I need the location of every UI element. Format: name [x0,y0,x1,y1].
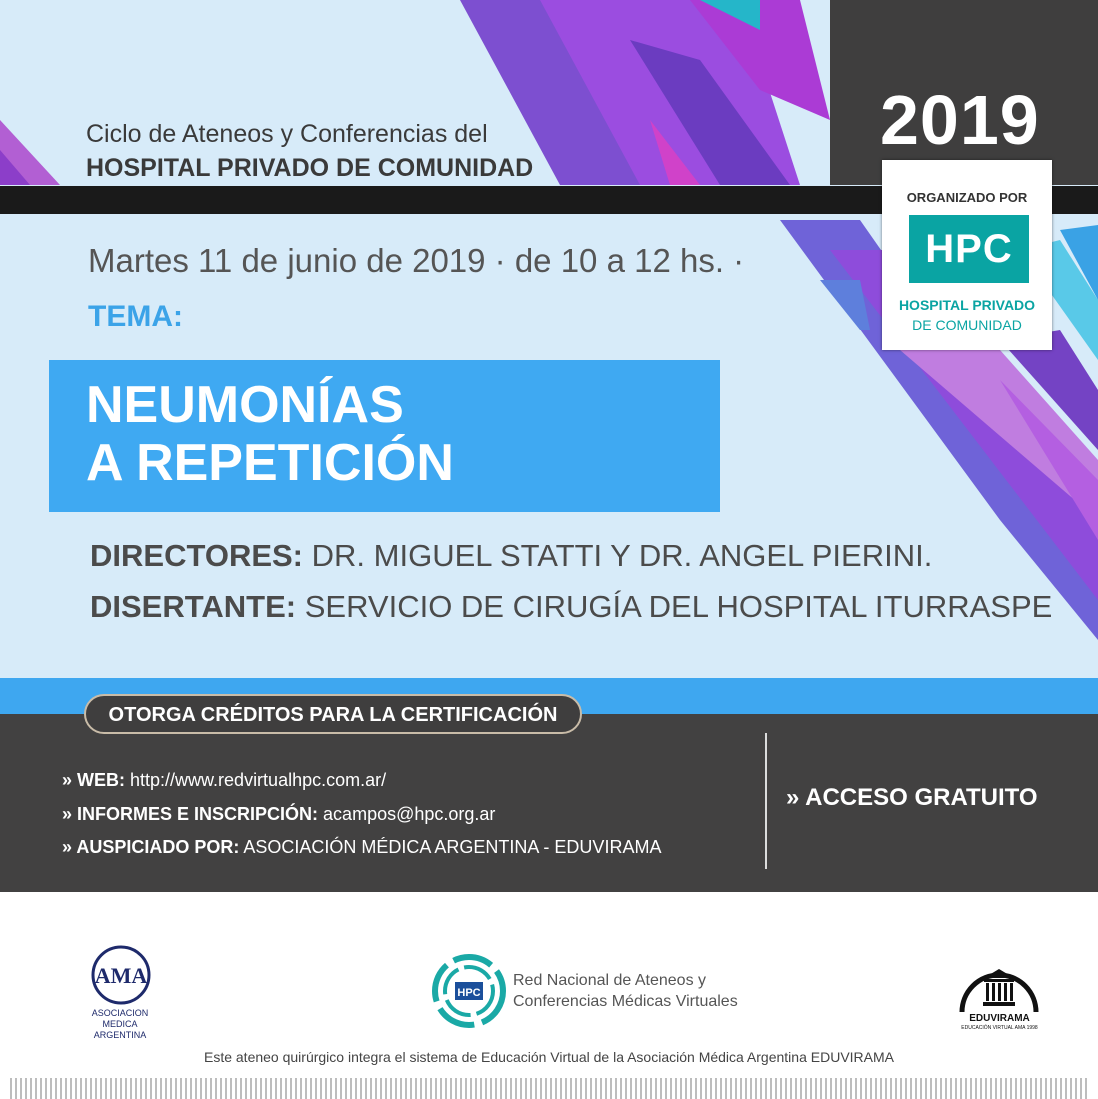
hpc-logo-text: HPC [925,227,1013,271]
info-divider [765,733,767,869]
network-logo-icon [431,953,507,1029]
network-name-line1: Red Nacional de Ateneos y [513,972,707,989]
hpc-name-line1: HOSPITAL PRIVADO [898,297,1036,313]
footer-note: Este ateneo quirúrgico integra el sistema de Educación Virtual de la Asociación Médica Argentina EDUVIRAMA [203,1049,894,1065]
event-year: 2019 [880,81,1040,159]
event-title-box [49,360,720,512]
hpc-logo [909,215,1029,283]
contact-label: » INFORMES E INSCRIPCIÓN: [62,804,319,824]
ama-name-line1: ASOCIACION [91,1008,149,1018]
credits-text: OTORGA CRÉDITOS PARA LA CERTIFICACIÓN [108,704,558,726]
event-date: Martes 11 de junio de 2019 · de 10 a 12 hs. · [88,242,745,279]
directors [90,538,932,574]
web-label: » WEB: [62,770,125,790]
network-logo-text: HPC [457,987,481,999]
eduvirama-name: EDUVIRAMA [969,1013,1030,1024]
directors-value: DR. MIGUEL STATTI Y DR. ANGEL PIERINI. [311,538,933,573]
contact-email[interactable]: acampos@hpc.org.ar [323,804,496,824]
eduvirama-subtitle: EDUCACIÓN VIRTUAL AMA 1998 [961,1025,1038,1031]
organizer-card [882,160,1052,350]
event-title-line1: NEUMONÍAS [86,376,404,434]
sponsor-value: ASOCIACIÓN MÉDICA ARGENTINA - EDUVIRAMA [243,837,662,857]
hpc-name-line2: DE COMUNIDAD [912,317,1022,333]
topic-label: TEMA: [88,300,183,333]
organized-by-label: ORGANIZADO POR [906,190,1028,205]
speaker-value: SERVICIO DE CIRUGÍA DEL HOSPITAL ITURRASPE [304,589,1053,624]
directors-label: DIRECTORES: [90,538,304,573]
network-name-line2: Conferencias Médicas Virtuales [513,993,738,1010]
decorative-barcode [10,1078,1088,1099]
web-line [62,770,386,791]
contact-line [62,804,495,825]
sponsor-label: » AUSPICIADO POR: [62,837,240,857]
ama-name [70,1008,170,1041]
ama-name-line2: MEDICA [102,1019,138,1029]
eduvirama-logo-icon [954,950,1044,1020]
cycle-title-line2: HOSPITAL PRIVADO DE COMUNIDAD [86,154,534,182]
sponsor-line [62,837,661,858]
ama-logo-icon [90,944,152,1006]
ama-name-line3: ARGENTINA [93,1030,147,1040]
ama-logo-letters: AMA [94,963,148,988]
credits-badge [84,694,582,734]
web-link[interactable]: http://www.redvirtualhpc.com.ar/ [130,770,387,790]
cycle-title-line1: Ciclo de Ateneos y Conferencias del [86,120,488,148]
event-title-line2: A REPETICIÓN [86,434,454,492]
speaker-label: DISERTANTE: [90,589,297,624]
free-access-label: » ACCESO GRATUITO [786,784,1038,811]
speaker [90,589,1052,625]
